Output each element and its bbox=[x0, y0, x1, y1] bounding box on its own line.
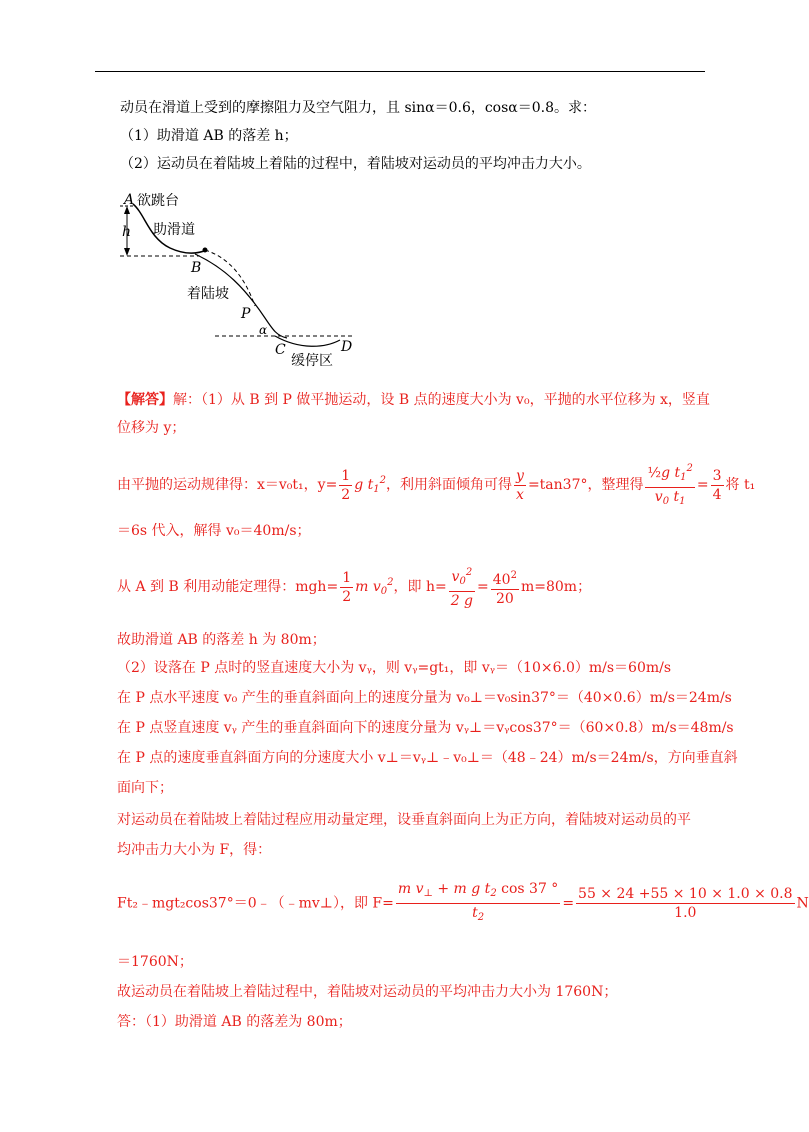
label-ramp: 助滑道 bbox=[153, 222, 195, 238]
solution-line-1b: 位移为 y； bbox=[117, 420, 186, 436]
label-platform: 欲跳台 bbox=[137, 193, 179, 209]
force-unit: N bbox=[796, 895, 809, 912]
solution-line-5: 故助滑道 AB 的落差 h 为 80m； bbox=[117, 632, 326, 648]
energy-text-c: m=80m； bbox=[520, 579, 592, 595]
label-c: C bbox=[275, 342, 286, 358]
solution-line-11: Ft₂﹣mgt₂cos37°＝0﹣（﹣mv⊥），即 F= $\frac{m v_\perp + m g t_2 \cos 37 ^\circ}{t_2}$ = $\frac{55 \times 24 +55 \times 10 \times 1.0 \times 0.8}{1.0}$ N bbox=[117, 880, 809, 927]
energy-text-a: 从 A 到 B 利用动能定理得：mgh bbox=[117, 579, 327, 595]
fraction-v2-over-2g: $\frac{v_0^2}{2 g}$ bbox=[449, 564, 475, 610]
formula-text-a: 由平抛的运动规律得：x＝v₀t₁，y= bbox=[117, 477, 338, 493]
energy-text-b: ，即 h bbox=[393, 579, 435, 595]
label-p: P bbox=[241, 306, 251, 322]
fraction-ratio: $\frac{\frac{1}{2}g t_1^2}{v_0 t_1}$ bbox=[645, 460, 694, 511]
solution-line-7: 在 P 点水平速度 v₀ 产生的垂直斜面向上的速度分量为 v₀⊥＝v₀sin37°＝（40×0.6）m/s＝24m/s bbox=[117, 690, 732, 706]
solution-line-10b: 均冲击力大小为 F，得： bbox=[117, 842, 272, 858]
label-d: D bbox=[341, 339, 353, 355]
solution-line-9a: 在 P 点的速度垂直斜面方向的分速度大小 v⊥＝vᵧ⊥﹣v₀⊥＝（48﹣24）m/s＝24m/s，方向垂直斜 bbox=[117, 750, 738, 766]
label-alpha: α bbox=[259, 323, 268, 337]
momentum-text-a: Ft₂﹣mgt₂cos37°＝0﹣（﹣mv⊥），即 F bbox=[117, 895, 383, 912]
solution-line-12: ＝1760N； bbox=[117, 954, 193, 970]
solution-line-8: 在 P 点竖直速度 vᵧ 产生的垂直斜面向下的速度分量为 vᵧ⊥＝vᵧcos37°＝（60×0.8）m/s＝48m/s bbox=[117, 720, 734, 736]
formula-mv2: m $v_0^2$ bbox=[355, 577, 394, 597]
solution-line-6: （2）设落在 P 点时的竖直速度大小为 vᵧ，则 vᵧ=gt₁，即 vᵧ＝（10×6.0）m/s＝60m/s bbox=[117, 660, 672, 676]
formula-text-c: =tan37°，整理得 bbox=[527, 477, 644, 493]
question-1: （1）助滑道 AB 的落差 h； bbox=[120, 128, 298, 144]
solution-line-1 bbox=[117, 390, 710, 410]
solution-line-13: 故运动员在着陆坡上着陆过程中，着陆坡对运动员的平均冲击力大小为 1760N； bbox=[117, 984, 618, 1000]
formula-text-b: ，利用斜面倾角可得 bbox=[386, 477, 513, 493]
label-b: B bbox=[191, 260, 202, 276]
skier-dot bbox=[203, 248, 208, 253]
label-a: A bbox=[124, 192, 135, 208]
fraction-40sq-over-20: $\frac{40^2}{20}$ bbox=[491, 567, 519, 608]
ski-jump-diagram bbox=[115, 188, 375, 368]
problem-line-1: 动员在滑道上受到的摩擦阻力及空气阻力，且 sinα＝0.6，cosα＝0.8。求： bbox=[120, 100, 597, 116]
solution-tag: 【解答】 bbox=[117, 392, 173, 408]
solution-line-2: 由平抛的运动规律得：x＝v₀t₁，y= $\frac{1}{2}$ g $t_1^2$，利用斜面倾角可得 $\frac{y}{x}$ =tan37°，整理得 $\frac{\frac{1}{2}g t_1^2}{v_0 t_1}$ = $\frac{3}{4}$ 将 t₁ bbox=[117, 458, 755, 513]
h-arrow-down bbox=[124, 248, 130, 256]
label-buffer: 缓停区 bbox=[291, 353, 333, 369]
label-h: h bbox=[122, 224, 132, 240]
header-rule bbox=[95, 71, 705, 72]
fraction-force-numeric: $\frac{55 \times 24 +55 \times 10 \times 1.0 \times 0.8}{1.0}$ bbox=[578, 886, 793, 921]
fraction-three-quarters: $\frac{3}{4}$ bbox=[712, 467, 722, 503]
solution-line-9b: 面向下； bbox=[117, 780, 173, 796]
label-slope: 着陆坡 bbox=[187, 286, 229, 302]
solution-step-1a: 解：（1）从 B 到 P 做平抛运动，设 B 点的速度大小为 v₀，平抛的水平位移为 x，竖直 bbox=[173, 392, 710, 408]
solution-line-10a: 对运动员在着陆坡上着陆过程应用动量定理，设垂直斜面向上为正方向，着陆坡对运动员的平 bbox=[117, 812, 691, 828]
fraction-force: $\frac{m v_\perp + m g t_2 \cos 37 ^\circ}{t_2}$ bbox=[397, 881, 559, 923]
answer-line-1: 答：（1）助滑道 AB 的落差为 80m； bbox=[117, 1014, 352, 1030]
formula-gt: g $t_1^2$ bbox=[354, 475, 387, 495]
fraction-half-2: $\frac{1}{2}$ bbox=[342, 569, 352, 605]
solution-line-3: ＝6s 代入，解得 v₀＝40m/s； bbox=[117, 523, 311, 539]
fraction-half: $\frac{1}{2}$ bbox=[341, 467, 351, 503]
solution-line-4: 从 A 到 B 利用动能定理得：mgh= $\frac{1}{2}$ m $v_0^2$，即 h= $\frac{v_0^2}{2 g}$ = $\frac{40^2}{20}$ m=80m； bbox=[117, 560, 591, 615]
fraction-y-over-x: $\frac{y}{x}$ bbox=[516, 467, 524, 503]
question-2: （2）运动员在着陆坡上着陆的过程中，着陆坡对运动员的平均冲击力大小。 bbox=[120, 156, 591, 172]
formula-text-d: 将 t₁ bbox=[725, 477, 756, 493]
